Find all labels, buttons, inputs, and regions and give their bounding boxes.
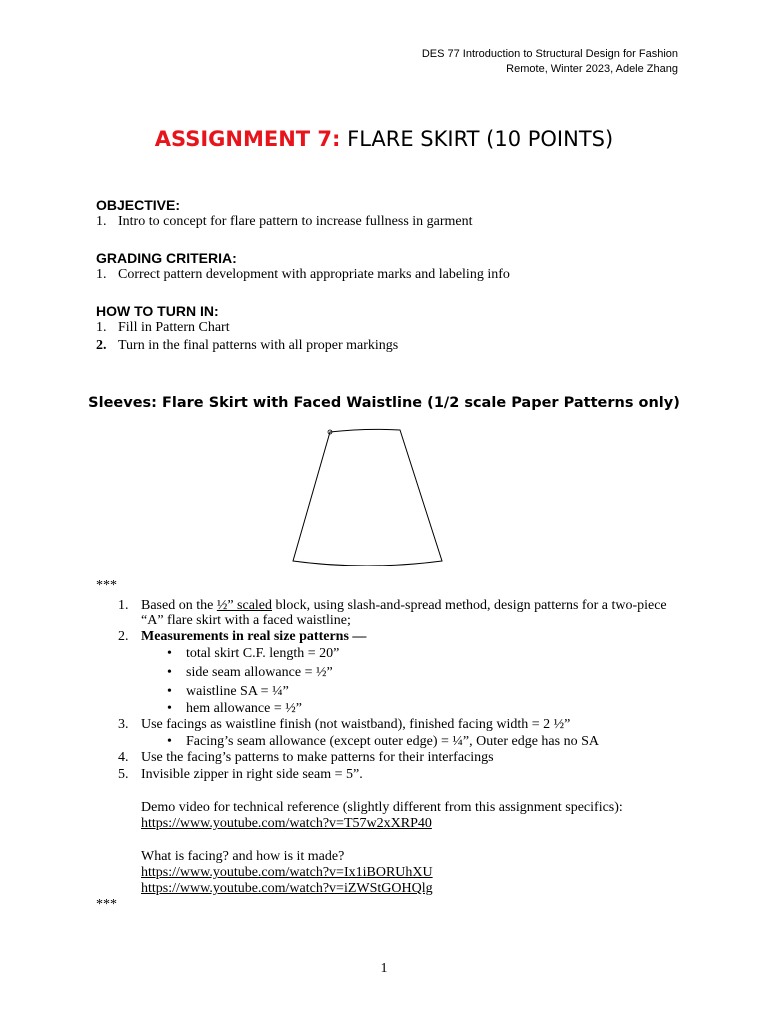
turn-in-item (96, 337, 398, 355)
separator-bottom: *** (96, 897, 117, 912)
flare-skirt-diagram (286, 424, 451, 566)
skirt-outline (293, 429, 442, 566)
step-2-text: Measurements in real size patterns — (141, 629, 367, 644)
turn-in-heading: HOW TO TURN IN: (96, 303, 219, 319)
section-subtitle: Sleeves: Flare Skirt with Faced Waistline (1/2 scale Paper Patterns only) (88, 395, 680, 411)
bullet-dot: • (167, 684, 172, 699)
bullet-dot: • (167, 665, 172, 680)
step-1-number: 1. (118, 598, 129, 613)
step-1-post: block, using slash-and-spread method, design patterns for a two-piece (272, 598, 667, 613)
assignment-name: FLARE SKIRT (10 POINTS) (340, 127, 614, 151)
bullet-dot: • (167, 701, 172, 716)
scaled-block-term: ½” scaled (216, 598, 273, 613)
turn-in-item-text: Fill in Pattern Chart (118, 320, 230, 335)
waistline-sa-spec: waistline SA = ¼” (186, 684, 289, 699)
page-number: 1 (380, 961, 388, 976)
step-3-text: Use facings as waistline finish (not waistband), finished facing width = 2 ½” (141, 717, 571, 732)
step-5-text: Invisible zipper in right side seam = 5”. (141, 767, 363, 782)
turn-in-item (96, 319, 230, 337)
separator-top: *** (96, 578, 117, 593)
turn-in-item-number: 2. (96, 338, 107, 353)
term-header: Remote, Winter 2023, Adele Zhang (506, 63, 678, 75)
step-1-pre: Based on the (141, 598, 217, 613)
step-5-number: 5. (118, 767, 129, 782)
grading-item-number: 1. (96, 267, 107, 282)
grading-heading: GRADING CRITERIA: (96, 250, 237, 266)
grading-item-text: Correct pattern development with appropriate marks and labeling info (118, 267, 510, 282)
objective-item-text: Intro to concept for flare pattern to increase fullness in garment (118, 214, 473, 229)
step-3-number: 3. (118, 717, 129, 732)
facing-sa-spec: Facing’s seam allowance (except outer edge) = ¼”, Outer edge has no SA (186, 734, 599, 749)
demo-text: Demo video for technical reference (slightly different from this assignment specifics): (141, 800, 623, 815)
skirt-length-spec: total skirt C.F. length = 20” (186, 646, 340, 661)
facing-video-link[interactable]: https://www.youtube.com/watch?v=iZWStGOHQlg (141, 881, 433, 896)
course-header: DES 77 Introduction to Structural Design for Fashion (421, 48, 678, 60)
bullet-dot: • (167, 734, 172, 749)
bullet-dot: • (167, 646, 172, 661)
hem-allowance-spec: hem allowance = ½” (186, 701, 302, 716)
step-4-text: Use the facing’s patterns to make patterns for their interfacings (141, 750, 494, 765)
turn-in-item-text: Turn in the final patterns with all proper markings (118, 338, 399, 353)
objective-item (96, 213, 473, 231)
facing-question: What is facing? and how is it made? (141, 849, 345, 864)
turn-in-item-number: 1. (96, 320, 107, 335)
objective-item-number: 1. (96, 214, 107, 229)
objective-heading: OBJECTIVE: (96, 197, 181, 213)
side-seam-spec: side seam allowance = ½” (186, 665, 333, 680)
step-4-number: 4. (118, 750, 129, 765)
step-2-number: 2. (118, 629, 129, 644)
demo-video-link[interactable]: https://www.youtube.com/watch?v=T57w2xXRP40 (141, 816, 432, 831)
assignment-label: ASSIGNMENT 7: (154, 127, 341, 151)
step-1-continuation: “A” flare skirt with a faced waistline; (141, 613, 351, 628)
facing-video-link[interactable]: https://www.youtube.com/watch?v=Ix1iBORUhXU (141, 865, 433, 880)
assignment-title (0, 124, 768, 154)
grading-item (96, 266, 510, 284)
